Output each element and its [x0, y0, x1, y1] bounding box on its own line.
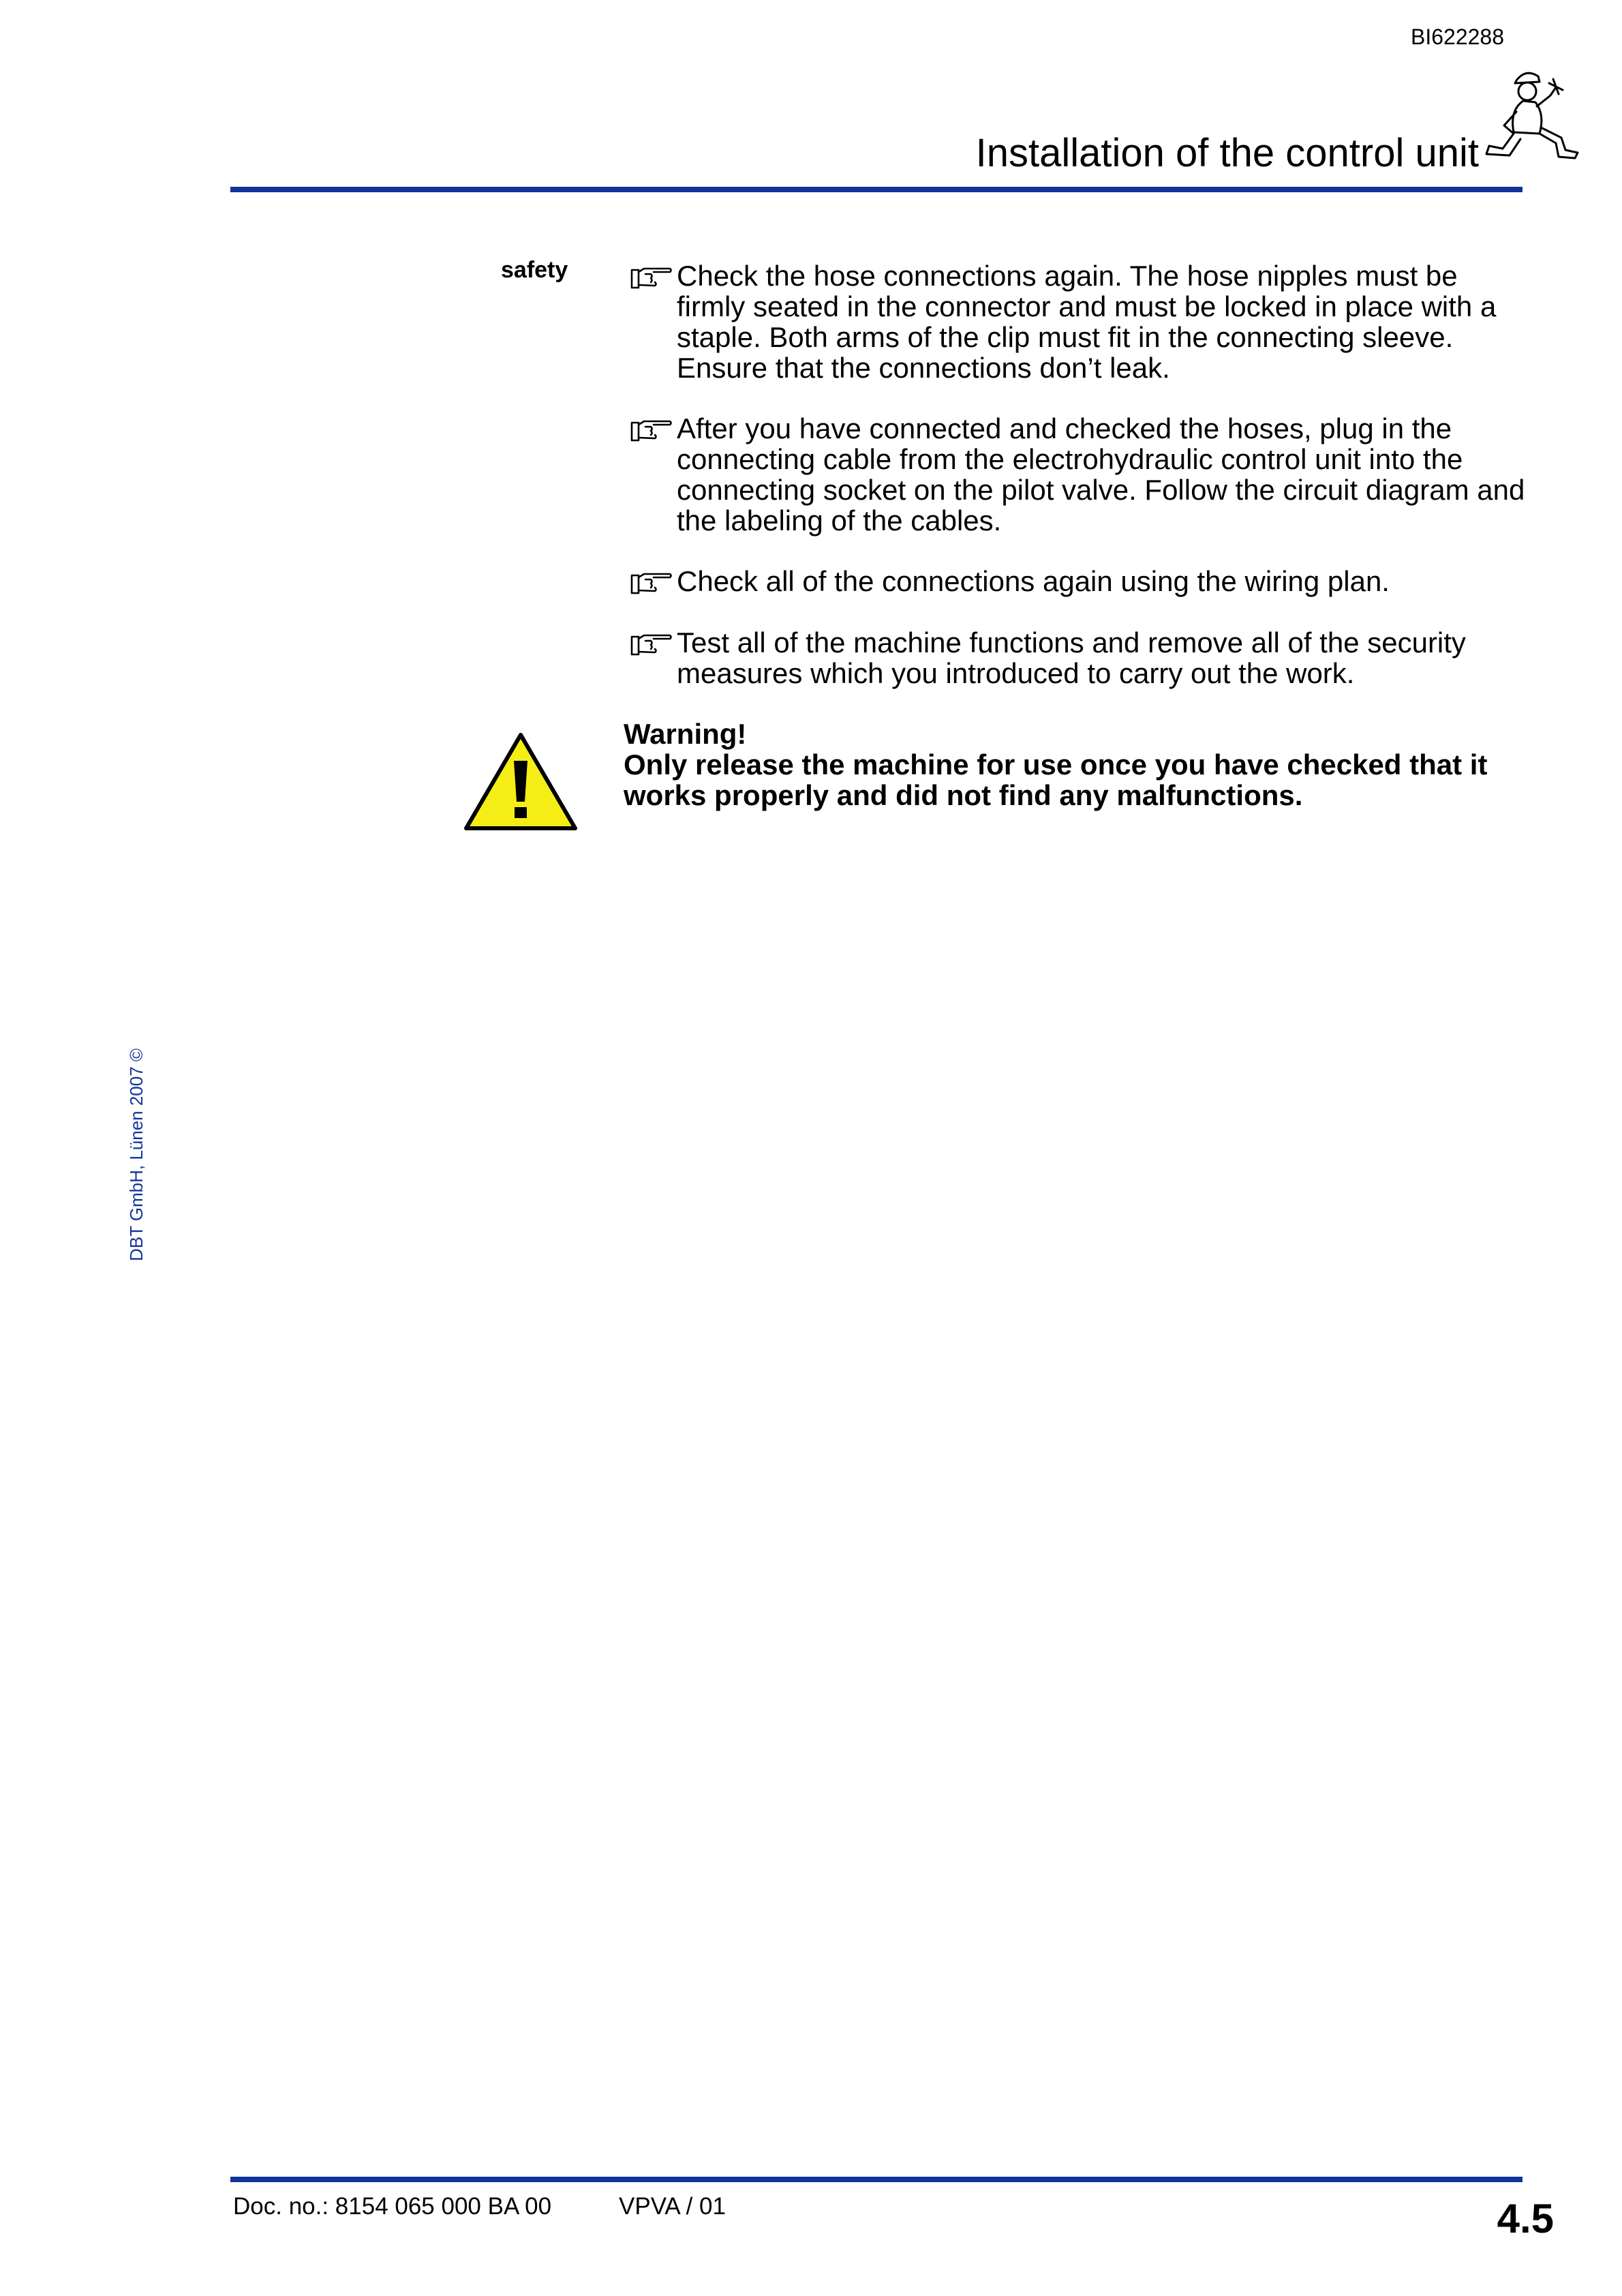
page-number: 4.5: [1497, 2196, 1554, 2241]
footer-rule: [230, 2177, 1522, 2182]
warning-text: Only release the machine for use once you have checked that it works properly and did not find any malfunctions.: [624, 749, 1488, 811]
page-title: Installation of the control unit: [975, 131, 1479, 175]
margin-label: safety: [501, 257, 568, 283]
document-version: VPVA / 01: [619, 2193, 726, 2220]
copyright-notice: DBT GmbH, Lünen 2007 ©: [126, 1048, 147, 1261]
pointing-hand-icon: [630, 265, 673, 290]
instruction-item: [630, 566, 1530, 596]
header-rule: [230, 187, 1522, 192]
instruction-item: [630, 260, 1530, 383]
warning-heading: Warning!: [624, 718, 747, 750]
pointing-hand-icon: [630, 631, 673, 657]
instruction-text: Check the hose connections again. The hose nipples must be firmly seated in the connector and must be locked in place with a staple. Both arms of the clip must fit in the connecting sleeve. Ensure that the connections don’t leak.: [677, 260, 1497, 384]
instruction-text: Test all of the machine functions and remove all of the security measures which you introduced to carry out the work.: [677, 626, 1466, 689]
pointing-hand-icon: [630, 417, 673, 443]
kneeling-worker-icon: [1482, 63, 1585, 172]
instruction-item: [630, 413, 1530, 536]
warning-message: [624, 719, 1530, 811]
instruction-item: [630, 627, 1530, 689]
instruction-text: Check all of the connections again using the wiring plan.: [677, 565, 1390, 597]
document-id: BI622288: [1411, 25, 1505, 49]
instruction-text: After you have connected and checked the hoses, plug in the connecting cable from the electrohydraulic control unit into the connecting socket on the pilot valve. Follow the circuit diagram and the labeling of the cables.: [677, 412, 1525, 537]
warning-triangle-icon: [462, 731, 579, 833]
document-number: Doc. no.: 8154 065 000 BA 00: [233, 2193, 552, 2220]
pointing-hand-icon: [630, 570, 673, 596]
